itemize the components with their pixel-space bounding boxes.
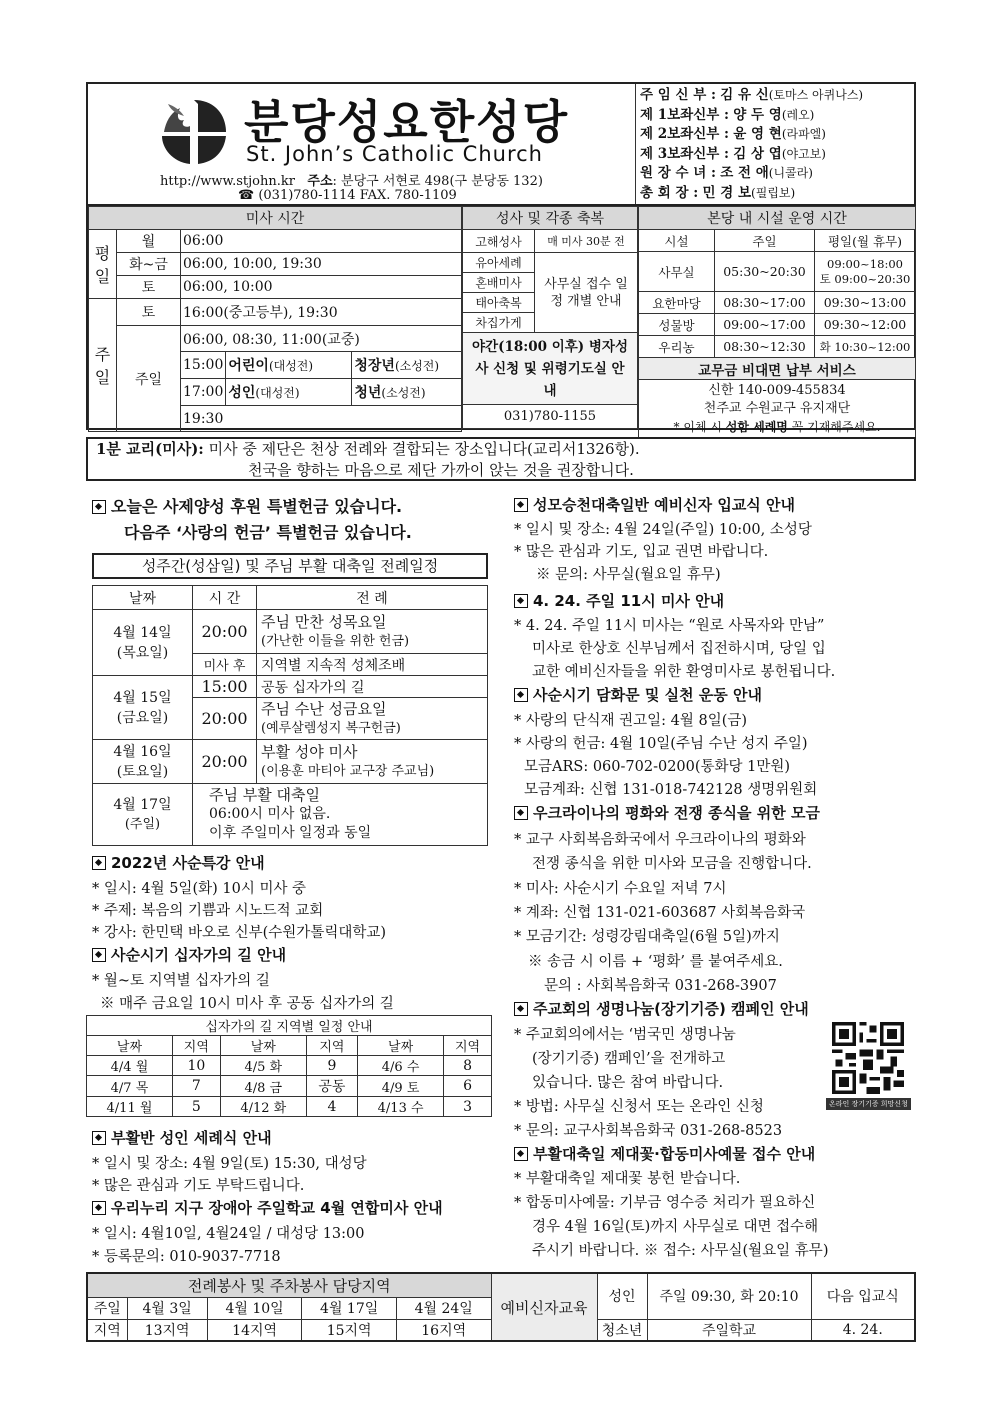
liturgy-date: 4월 16일 (토요일) (93, 740, 193, 784)
checkbox-icon (514, 1002, 528, 1016)
liturgy-event: 주님 수난 성금요일 (예루살렘성지 복구헌금) (257, 698, 488, 740)
checkbox-icon (514, 688, 528, 702)
liturgy-date: 4월 17일 (주일) (93, 784, 193, 846)
notice-line: * 일시: 4월10일, 4월24일 / 대성당 13:00 (92, 1226, 365, 1242)
service-date: 4월 10일 (207, 1297, 302, 1319)
day-mon: 월 (117, 230, 181, 253)
liturgy-event: 공동 십자가의 길 (257, 676, 488, 698)
facility-time: 08:30~12:30 (715, 336, 815, 358)
notice-easter-flowers: 부활대축일 제대꽃·합동미사예물 접수 안내 (514, 1143, 815, 1164)
service-area: 14지역 (207, 1319, 302, 1341)
church-title: 분당성요한성당 (244, 95, 570, 149)
col-header: 날짜 (87, 1036, 173, 1056)
clergy-list (640, 86, 916, 203)
liturgy-event: 주님 만찬 성목요일 (가난한 이들을 위한 헌금) (257, 610, 488, 654)
notice-line: * 문의: 교구사회복음화국 031-268-8523 (514, 1123, 783, 1139)
notice-line: * 월~토 지역별 십자가의 길 (92, 973, 270, 989)
notice-april24-mass: 4. 24. 주일 11시 미사 안내 (514, 590, 724, 611)
col-header: 시설 (639, 230, 715, 252)
row-label: 주일 (87, 1297, 127, 1319)
liturgy-time: 15:00 (193, 676, 257, 698)
liturgy-schedule-title: 성주간(성삼일) 및 주님 부활 대축일 전례일정 (92, 553, 488, 579)
notice-line: 전쟁 종식을 위한 미사와 모금을 진행합니다. (532, 856, 812, 872)
notice-line: * 사랑의 단식재 권고일: 4월 8일(금) (514, 713, 748, 729)
service-table-title: 전례봉사 및 주차봉사 담당지역 (87, 1273, 491, 1297)
mass-time: 06:00 (181, 230, 462, 253)
notice-line: 주시기 바랍니다. ※ 접수: 사무실(월요일 휴무) (532, 1243, 829, 1259)
catechism-label: 1분 교리(미사): (96, 440, 204, 458)
stations-schedule-table (86, 1015, 492, 1117)
notice-line: 있습니다. 많은 참여 바랍니다. (532, 1075, 724, 1091)
liturgy-event: 지역별 지속적 성체조배 (257, 654, 488, 676)
service-date: 4월 24일 (396, 1297, 491, 1319)
row-label: 지역 (87, 1319, 127, 1341)
notice-line: * 많은 관심과 기도, 입교 권면 바랍니다. (514, 544, 769, 560)
facility-time: 화 10:30~12:00 (815, 336, 916, 358)
service-date: 4월 3일 (127, 1297, 207, 1319)
col-header: 지역 (306, 1036, 357, 1056)
facility-time: 09:30~12:00 (815, 314, 916, 336)
table-row: 4/11 월 5 4/12 화 4 4/13 수 3 (87, 1097, 492, 1117)
service-date: 4월 17일 (302, 1297, 397, 1319)
table-row: 4/7 목 7 4/8 금 공동 4/9 토 6 (87, 1076, 492, 1097)
notice-line: * 미사: 사순시기 수요일 저녁 7시 (514, 881, 727, 897)
sacrament-item: 고해성사 (463, 230, 535, 253)
notice-lenten-message: 사순시기 담화문 및 실천 운동 안내 (514, 684, 762, 705)
notice-line: * 일시 및 장소: 4월 24일(주일) 10:00, 소성당 (514, 522, 812, 538)
next-admission-label: 다음 입교식 (811, 1273, 915, 1319)
mass-time: 06:00, 10:00, 19:30 (181, 253, 462, 276)
checkbox-icon (514, 806, 528, 820)
sacraments-header: 성사 및 각종 축복 (463, 207, 638, 230)
notice-line: * 방법: 사무실 신청서 또는 온라인 신청 (514, 1099, 764, 1115)
sacrament-item: 차집가게 (463, 313, 535, 333)
col-header: 날짜 (93, 586, 193, 610)
address-text: : 분당구 서현로 498(구 분당동 132) (332, 174, 543, 189)
mass-time-1700: 17:00 성인(대성전) 청년(소성전) (181, 379, 462, 406)
notice-line: ※ 매주 금요일 10시 미사 후 공동 십자가의 길 (100, 996, 394, 1012)
day-sunday: 주일 (117, 326, 181, 432)
info-section (86, 206, 916, 434)
website-link[interactable]: http://www.stjohn.kr (160, 174, 295, 189)
header (86, 82, 916, 206)
payment-info: 신한 140-009-455834 천주교 수원교구 유지재단 * 이체 시 성함 세례명 꼭 기재해주세요. (639, 380, 916, 438)
qr-caption: 온라인 장기기증 희망신청 (826, 1098, 911, 1110)
sacrament-item: 태아축복 (463, 293, 535, 313)
checkbox-icon (92, 1131, 106, 1145)
facility-time: 09:30~13:00 (815, 292, 916, 314)
one-minute-catechism (86, 437, 916, 481)
notice-line: * 주교회의에서는 ‘범국민 생명나눔 (514, 1027, 736, 1043)
notice-disabled-children-mass: 우리누리 지구 장애아 주일학교 4월 연합미사 안내 (92, 1197, 443, 1218)
day-tue-fri: 화~금 (117, 253, 181, 276)
notice-line: 모금ARS: 060-702-0200(통화당 1만원) (524, 759, 791, 775)
address-label: 주소 (307, 174, 333, 189)
notice-line: 문의 : 사회복음화국 031-268-3907 (544, 978, 777, 994)
mass-time: 16:00(중고등부), 19:30 (181, 299, 462, 326)
liturgy-time: 미사 후 (193, 654, 257, 676)
facility-time: 09:00~17:00 (715, 314, 815, 336)
youth-class: 주일학교 (647, 1319, 811, 1341)
church-english-name: St. John’s Catholic Church (246, 142, 543, 166)
table-row: 4/4 월 10 4/5 화 9 4/6 수 8 (87, 1056, 492, 1076)
notice-line: * 계좌: 신협 131-021-603687 사회복음화국 (514, 905, 806, 921)
notice-ukraine-fundraising: 우크라이나의 평화와 전쟁 종식을 위한 모금 (514, 802, 820, 823)
logo-area (88, 84, 636, 204)
col-header: 날짜 (220, 1036, 306, 1056)
sacrament-time: 매 미사 30분 전 (535, 230, 638, 253)
liturgy-time: 20:00 (193, 740, 257, 784)
checkbox-icon (92, 1201, 106, 1215)
clergy-row: 제 2보좌신부 : 윤 영 현(라파엘) (640, 126, 826, 142)
notice-line: * 주제: 복음의 기쁨과 시노드적 교회 (92, 903, 324, 919)
notice-line: * 사랑의 헌금: 4월 10일(주님 수난 성지 주일) (514, 736, 808, 752)
church-address (160, 170, 543, 189)
checkbox-icon (514, 498, 528, 512)
catechism-text: 미사 중 제단은 천상 전례와 결합되는 장소입니다(교리서1326항). (203, 440, 640, 458)
facility-name: 요한마당 (639, 292, 715, 314)
checkbox-icon (92, 948, 106, 962)
notice-line: 교한 예비신자들을 위한 환영미사로 봉헌됩니다. (532, 664, 836, 680)
col-header: 날짜 (358, 1036, 444, 1056)
clergy-row: 원 장 수 녀 : 조 전 애(니콜라) (640, 165, 813, 181)
notice-line: 경우 4월 16일(토)까지 사무실로 대면 접수해 (532, 1219, 819, 1235)
facilities-table: 본당 내 시설 운영 시간 시설 주일 평일(월 휴무) 사무실 05:30~20:30 09:00~18:00 토 09:00~20:30 요한마당 08:30~17:00 09:30~13:00 성물방 09:00~17:00 09:30~12:00 우리농 08:30~12:30 화 10:30~12:00 교무금 비대면 납부 서비스 신한 140-009-455834 천주교 수원교구 유지재단 * 이체 시 성함 세례명 꼭 기재해주세요. (638, 206, 916, 438)
liturgy-event: 주님 부활 대축일 06:00시 미사 없음. 이후 주일미사 일정과 동일 (193, 784, 488, 846)
catechism-text: 천국을 향하는 마음으로 제단 가까이 앉는 것을 권장합니다. (248, 461, 634, 479)
service-assignment-table (86, 1272, 916, 1342)
adult-class-time: 주일 09:30, 화 20:10 (647, 1273, 811, 1319)
liturgy-time: 20:00 (193, 698, 257, 740)
notice-stations-of-cross: 사순시기 십자가의 길 안내 (92, 944, 286, 965)
service-area: 13지역 (127, 1319, 207, 1341)
notice-line: * 일시 및 장소: 4월 9일(토) 15:30, 대성당 (92, 1156, 367, 1172)
clergy-row: 제 3보좌신부 : 김 상 엽(야고보) (640, 145, 826, 162)
facilities-header: 본당 내 시설 운영 시간 (639, 207, 916, 230)
clergy-row: 주 임 신 부 : 김 유 신(토마스 아퀴나스) (640, 87, 864, 103)
qr-code-icon[interactable] (832, 1022, 904, 1094)
catechumen-education-label: 예비신자교육 (491, 1273, 597, 1341)
sacrament-item: 혼배미사 (463, 273, 535, 293)
clergy-row: 총 회 장 : 민 경 보(필립보) (640, 184, 796, 201)
church-logo-icon (158, 96, 230, 168)
notice-line: * 많은 관심과 기도 부탁드립니다. (92, 1178, 305, 1194)
checkbox-icon (514, 594, 528, 608)
youth-label: 청소년 (597, 1319, 647, 1341)
payment-header: 교무금 비대면 납부 서비스 (639, 358, 916, 380)
clergy-row: 제 1보좌신부 : 양 두 영(레오) (640, 106, 815, 123)
adult-label: 성인 (597, 1273, 647, 1319)
col-header: 지역 (444, 1036, 492, 1056)
day-sat-vigil: 토 (117, 299, 181, 326)
col-header: 전 례 (257, 586, 488, 610)
liturgy-schedule-table (92, 585, 488, 846)
notice-line: 모금계좌: 신협 131-018-742128 생명위원회 (524, 782, 818, 798)
notice-special-collection: 오늘은 사제양성 후원 특별헌금 있습니다. (92, 494, 402, 517)
notice-line: (장기기증) 캠페인’을 전개하고 (532, 1051, 726, 1067)
church-phone: ☎ (031)780-1114 FAX. 780-1109 (238, 188, 457, 203)
mass-time: 06:00, 10:00 (181, 276, 462, 299)
mass-time-1500: 15:00 어린이(대성전) 청장년(소성전) (181, 352, 462, 379)
facility-name: 우리농 (639, 336, 715, 358)
facility-name: 사무실 (639, 252, 715, 292)
notice-line: * 교구 사회복음화국에서 우크라이나의 평화와 (514, 832, 806, 848)
notice-line: * 4. 24. 주일 11시 미사는 “원로 사목자와 만남” (514, 618, 825, 634)
liturgy-date: 4월 14일 (목요일) (93, 610, 193, 676)
col-header: 지역 (172, 1036, 220, 1056)
notice-line: * 등록문의: 010-9037-7718 (92, 1249, 281, 1265)
liturgy-date: 4월 15일 (금요일) (93, 676, 193, 740)
stations-table-title: 십자가의 길 지역별 일정 안내 (87, 1016, 492, 1036)
facility-name: 성물방 (639, 314, 715, 336)
mass-time: 06:00, 08:30, 11:00(교중) (181, 326, 462, 352)
checkbox-icon (92, 856, 106, 870)
liturgy-time: 20:00 (193, 610, 257, 654)
weekday-label: 평일 (89, 230, 117, 299)
notice-line: * 합동미사예물: 기부금 영수증 처리가 필요하신 (514, 1195, 816, 1211)
col-header: 시 간 (193, 586, 257, 610)
checkbox-icon (514, 1147, 528, 1161)
col-header: 평일(월 휴무) (815, 230, 916, 252)
notice-line: * 부활대축일 제대꽃 봉헌 받습니다. (514, 1171, 741, 1187)
mass-time: 19:30 (181, 406, 462, 432)
service-area: 16지역 (396, 1319, 491, 1341)
notice-line: * 강사: 한민택 바오로 신부(수원가톨릭대학교) (92, 925, 387, 941)
notice-organ-donation: 주교회의 생명나눔(장기기증) 캠페인 안내 (514, 998, 809, 1019)
liturgy-event: 부활 성야 미사 (이용훈 마티아 교구장 주교님) (257, 740, 488, 784)
service-area: 15지역 (302, 1319, 397, 1341)
notice-line: ※ 송금 시 이름 + ‘평화’ 를 붙여주세요. (528, 954, 783, 970)
office-note: 사무실 접수 일정 개별 안내 (535, 253, 638, 333)
notice-line: * 모금기간: 성령강림대축일(6월 5일)까지 (514, 929, 780, 945)
day-sat: 토 (117, 276, 181, 299)
facility-time: 08:30~17:00 (715, 292, 815, 314)
facility-time: 05:30~20:30 (715, 252, 815, 292)
sacraments-table (462, 206, 638, 429)
night-sacrament-note: 야간(18:00 이후) 병자성사 신청 및 위령기도실 안내 (463, 333, 638, 405)
notice-adult-baptism: 부활반 성인 세례식 안내 (92, 1127, 272, 1148)
notice-catechumen-admission: 성모승천대축일반 예비신자 입교식 안내 (514, 494, 795, 515)
col-header: 주일 (715, 230, 815, 252)
notice-line: 미사로 한상호 신부님께서 집전하시며, 당일 입 (532, 641, 826, 657)
next-admission-date: 4. 24. (811, 1319, 915, 1341)
notice-text: 다음주 ‘사랑의 헌금’ 특별헌금 있습니다. (124, 523, 412, 542)
mass-times-header: 미사 시간 (89, 207, 462, 230)
sacrament-item: 유아세례 (463, 253, 535, 273)
night-phone: 031)780-1155 (463, 405, 638, 429)
notice-lenten-lecture: 2022년 사순특강 안내 (92, 852, 265, 873)
checkbox-icon (92, 500, 106, 514)
notice-line: ※ 문의: 사무실(월요일 휴무) (536, 567, 721, 583)
mass-times-table (88, 206, 462, 432)
notice-line: * 일시: 4월 5일(화) 10시 미사 중 (92, 881, 307, 897)
sunday-label: 주일 (89, 299, 117, 432)
